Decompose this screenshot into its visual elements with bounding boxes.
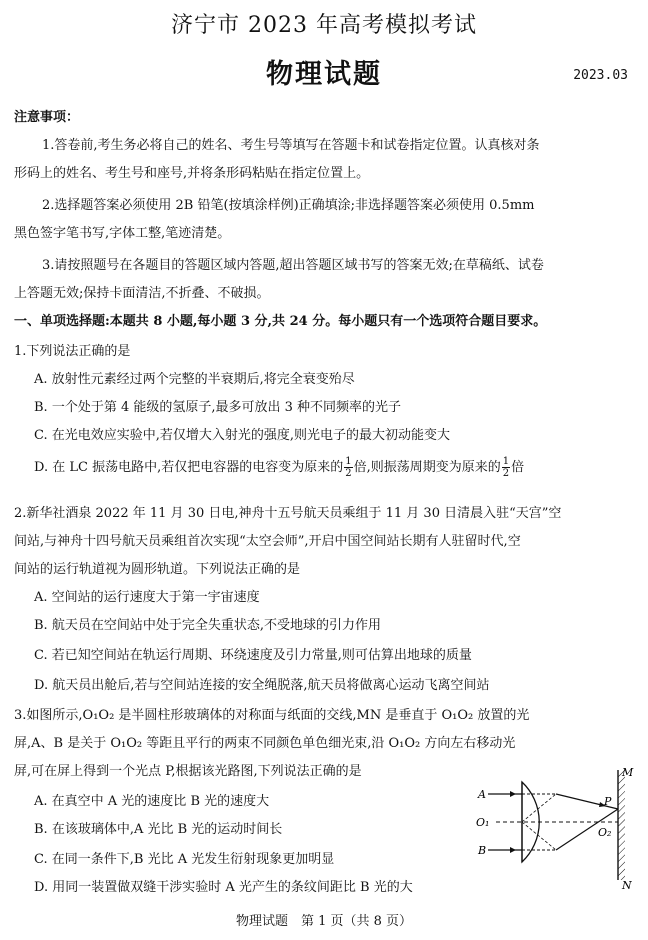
q1-option-d-part-1: D. 在 LC 振荡电路中,若仅把电容器的电容变为原来的 (34, 460, 344, 475)
fraction-one-half: $\frac{1}{2}$ (345, 456, 352, 479)
notice-item-2-line-1: 2.选择题答案必须使用 2B 铅笔(按填涂样例)正确填涂;非选择题答案必须使用 0.5mm (42, 198, 535, 213)
q3-stem-line-2: 屏,A、B 是关于 O₁O₂ 等距且平行的两束不同颜色单色细光束,沿 O₁O₂ 方向左右移动光 (14, 736, 516, 751)
screen-hatching (618, 770, 625, 880)
q1-option-b: B. 一个处于第 4 能级的氢原子,最多可放出 3 种不同频率的光子 (34, 400, 402, 415)
label-b: B (478, 844, 487, 857)
q1-option-c: C. 在光电效应实验中,若仅增大入射光的强度,则光电子的最大初动能变大 (34, 428, 451, 443)
q3-option-b: B. 在该玻璃体中,A 光比 B 光的运动时间长 (34, 822, 283, 837)
optics-diagram (470, 762, 640, 892)
q2-stem-line-3: 间站的运行轨道视为圆形轨道。下列说法正确的是 (14, 562, 301, 577)
q3-stem-line-3: 屏,可在屏上得到一个光点 P,根据该光路图,下列说法正确的是 (14, 764, 362, 779)
label-o2: O₂ (598, 826, 612, 839)
label-n: N (622, 879, 632, 892)
beam-a-arrow (510, 791, 516, 797)
q3-option-a: A. 在真空中 A 光的速度比 B 光的速度大 (34, 794, 270, 809)
fraction-one-half-2: $\frac{1}{2}$ (502, 456, 510, 479)
q1-option-d-part-3: 倍 (511, 460, 525, 475)
q2-option-c: C. 若已知空间站在轨运行周期、环绕速度及引力常量,则可估算出地球的质量 (34, 648, 472, 663)
notice-item-1-line-2: 形码上的姓名、考生号和座号,并将条形码粘贴在指定位置上。 (14, 166, 370, 181)
q2-option-d: D. 航天员出舱后,若与空间站连接的安全绳脱落,航天员将做离心运动飞离空间站 (34, 678, 490, 693)
exam-date: 2023.03 (573, 68, 628, 83)
notice-item-1-line-1: 1.答卷前,考生务必将自己的姓名、考生号等填写在答题卡和试卷指定位置。认真核对条 (42, 138, 540, 153)
notice-item-3-line-1: 3.请按照题号在各题目的答题区域内答题,超出答题区域书写的答案无效;在草稿纸、试卷 (42, 258, 544, 273)
q3-option-d: D. 用同一装置做双缝干涉实验时 A 光产生的条纹间距比 B 光的大 (34, 880, 413, 895)
q2-option-a: A. 空间站的运行速度大于第一宇宙速度 (34, 590, 260, 605)
q2-stem-line-2: 间站,与神舟十四号航天员乘组首次实现“太空会师”,开启中国空间站长期有人驻留时代,空 (14, 534, 521, 549)
label-m: M (622, 766, 634, 779)
label-o1: O₁ (476, 816, 490, 829)
label-a: A (478, 788, 486, 801)
q3-stem-line-1: 3.如图所示,O₁O₂ 是半圆柱形玻璃体的对称面与纸面的交线,MN 是垂直于 O₁O₂ 放置的光 (14, 708, 530, 723)
beam-b-arrow (510, 847, 516, 853)
subject-title: 物理试题 (266, 59, 382, 90)
q1-option-a: A. 放射性元素经过两个完整的半衰期后,将完全衰变殆尽 (34, 372, 355, 387)
q1-option-d (34, 456, 524, 480)
q2-stem-line-1: 2.新华社酒泉 2022 年 11 月 30 日电,神舟十五号航天员乘组于 11 月 30 日清晨入驻“天宫”空 (14, 506, 562, 521)
notice-item-3-line-2: 上答题无效;保持卡面清洁,不折叠、不破损。 (14, 286, 270, 301)
section-1-heading: 一、单项选择题:本题共 8 小题,每小题 3 分,共 24 分。每小题只有一个选项符合题目要求。 (14, 314, 547, 329)
q2-option-b: B. 航天员在空间站中处于完全失重状态,不受地球的引力作用 (34, 618, 381, 633)
q3-option-c: C. 在同一条件下,B 光比 A 光发生衍射现象更加明显 (34, 852, 335, 867)
page-footer: 物理试题 第 1 页（共 8 页） (235, 914, 413, 929)
q1-option-d-part-2: 倍,则振荡周期变为原来的 (353, 460, 501, 475)
label-p: P (604, 795, 612, 808)
q1-stem: 1.下列说法正确的是 (14, 344, 131, 359)
notice-item-2-line-2: 黑色签字笔书写,字体工整,笔迹清楚。 (14, 226, 231, 241)
exam-title: 济宁市 2023 年高考模拟考试 (171, 13, 477, 38)
notice-heading: 注意事项： (14, 110, 80, 125)
